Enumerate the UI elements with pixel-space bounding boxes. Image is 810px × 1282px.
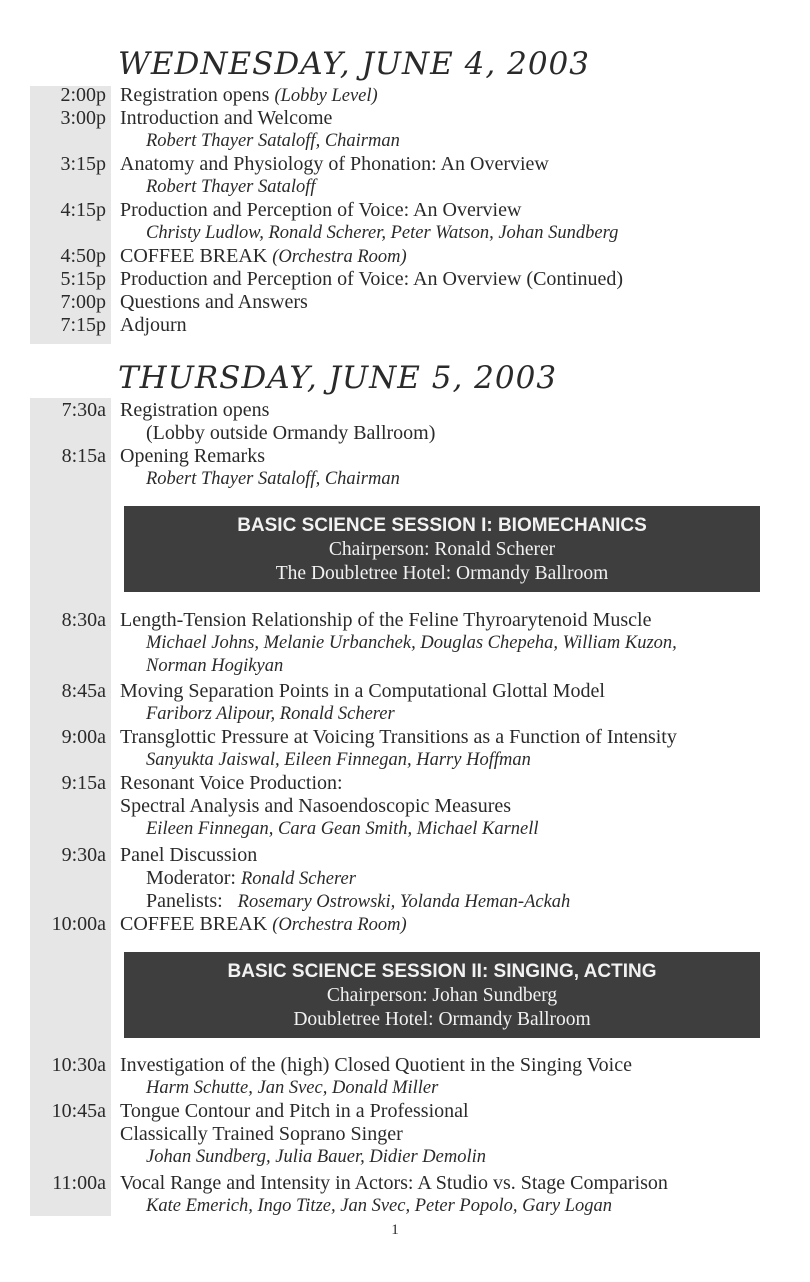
session-title: BASIC SCIENCE SESSION II: SINGING, ACTING bbox=[227, 961, 657, 982]
item-speakers: Eileen Finnegan, Cara Gean Smith, Michael Karnell bbox=[146, 819, 539, 839]
time-label: 7:00p bbox=[60, 291, 106, 313]
session-chair: Chairperson: Ronald Scherer bbox=[328, 539, 556, 560]
time-label: 8:15a bbox=[61, 445, 106, 467]
session-title: BASIC SCIENCE SESSION I: BIOMECHANICS bbox=[237, 515, 647, 536]
item-speakers: Robert Thayer Sataloff, Chairman bbox=[146, 469, 400, 489]
item-speakers: Kate Emerich, Ingo Titze, Jan Svec, Peter Popolo, Gary Logan bbox=[146, 1196, 613, 1216]
time-label: 11:00a bbox=[52, 1172, 106, 1194]
page-number: 1 bbox=[391, 1222, 399, 1238]
item-title: Production and Perception of Voice: An Overview bbox=[120, 199, 522, 221]
item-title: Registration opens bbox=[120, 399, 270, 421]
item-title: Investigation of the (high) Closed Quotient in the Singing Voice bbox=[120, 1054, 632, 1076]
time-label: 3:15p bbox=[60, 153, 106, 175]
item-speakers: Christy Ludlow, Ronald Scherer, Peter Watson, Johan Sundberg bbox=[146, 223, 619, 243]
time-label: 4:50p bbox=[60, 245, 106, 267]
item-title: Anatomy and Physiology of Phonation: An Overview bbox=[120, 153, 549, 175]
time-label: 10:30a bbox=[51, 1054, 106, 1076]
time-label: 10:45a bbox=[51, 1100, 106, 1122]
thursday-time-column bbox=[30, 398, 111, 1216]
time-label: 8:30a bbox=[61, 609, 106, 631]
item-speakers: Robert Thayer Sataloff, Chairman bbox=[146, 131, 400, 151]
thursday-heading: THURSDAY, JUNE 5, 2003 bbox=[118, 360, 558, 396]
session-location: Doubletree Hotel: Ormandy Ballroom bbox=[293, 1009, 591, 1030]
item-title: COFFEE BREAK (Orchestra Room) bbox=[120, 245, 407, 267]
session-chair: Chairperson: Johan Sundberg bbox=[326, 985, 558, 1006]
time-label: 9:15a bbox=[61, 772, 106, 794]
item-title: Opening Remarks bbox=[120, 445, 265, 467]
item-title: Production and Perception of Voice: An Overview (Continued) bbox=[120, 268, 624, 290]
item-title: Moving Separation Points in a Computational Glottal Model bbox=[120, 680, 605, 702]
item-speakers: Norman Hogikyan bbox=[146, 656, 284, 676]
item-title: Transglottic Pressure at Voicing Transitions as a Function of Intensity bbox=[120, 726, 677, 748]
item-title: Length-Tension Relationship of the Feline Thyroarytenoid Muscle bbox=[120, 609, 652, 631]
time-label: 7:30a bbox=[61, 399, 106, 421]
item-speakers: Fariborz Alipour, Ronald Scherer bbox=[146, 704, 395, 724]
item-speakers: Sanyukta Jaiswal, Eileen Finnegan, Harry Hoffman bbox=[146, 750, 531, 770]
item-speakers: Johan Sundberg, Julia Bauer, Didier Demolin bbox=[146, 1147, 486, 1167]
item-speakers: Michael Johns, Melanie Urbanchek, Douglas Chepeha, William Kuzon, bbox=[146, 633, 677, 653]
time-label: 10:00a bbox=[51, 913, 106, 935]
item-title-continued: Spectral Analysis and Nasoendoscopic Measures bbox=[120, 795, 512, 817]
time-label: 7:15p bbox=[60, 314, 106, 336]
item-location: (Lobby outside Ormandy Ballroom) bbox=[146, 422, 436, 444]
item-title: Resonant Voice Production: bbox=[120, 772, 343, 794]
item-title: Registration opens (Lobby Level) bbox=[120, 84, 378, 106]
time-label: 8:45a bbox=[61, 680, 106, 702]
wednesday-heading: WEDNESDAY, JUNE 4, 2003 bbox=[118, 46, 590, 82]
item-title: Questions and Answers bbox=[120, 291, 308, 313]
session-banner bbox=[124, 952, 760, 1038]
time-label: 9:00a bbox=[61, 726, 106, 748]
panel-panelists: Panelists: Rosemary Ostrowski, Yolanda Heman-Ackah bbox=[146, 890, 571, 912]
item-title-continued: Classically Trained Soprano Singer bbox=[120, 1123, 403, 1145]
time-label: 2:00p bbox=[60, 84, 106, 106]
session-location: The Doubletree Hotel: Ormandy Ballroom bbox=[275, 563, 609, 584]
item-title: COFFEE BREAK (Orchestra Room) bbox=[120, 913, 407, 935]
time-label: 3:00p bbox=[60, 107, 106, 129]
item-title: Introduction and Welcome bbox=[120, 107, 333, 129]
time-label: 5:15p bbox=[60, 268, 106, 290]
item-speakers: Robert Thayer Sataloff bbox=[146, 177, 316, 197]
item-title: Panel Discussion bbox=[120, 844, 258, 866]
item-title: Adjourn bbox=[120, 314, 187, 336]
time-label: 9:30a bbox=[61, 844, 106, 866]
item-speakers: Harm Schutte, Jan Svec, Donald Miller bbox=[146, 1078, 439, 1098]
session-banner bbox=[124, 506, 760, 592]
item-title: Vocal Range and Intensity in Actors: A Studio vs. Stage Comparison bbox=[120, 1172, 668, 1194]
time-label: 4:15p bbox=[60, 199, 106, 221]
item-title: Tongue Contour and Pitch in a Professional bbox=[120, 1100, 469, 1122]
panel-moderator: Moderator: Ronald Scherer bbox=[146, 867, 356, 889]
